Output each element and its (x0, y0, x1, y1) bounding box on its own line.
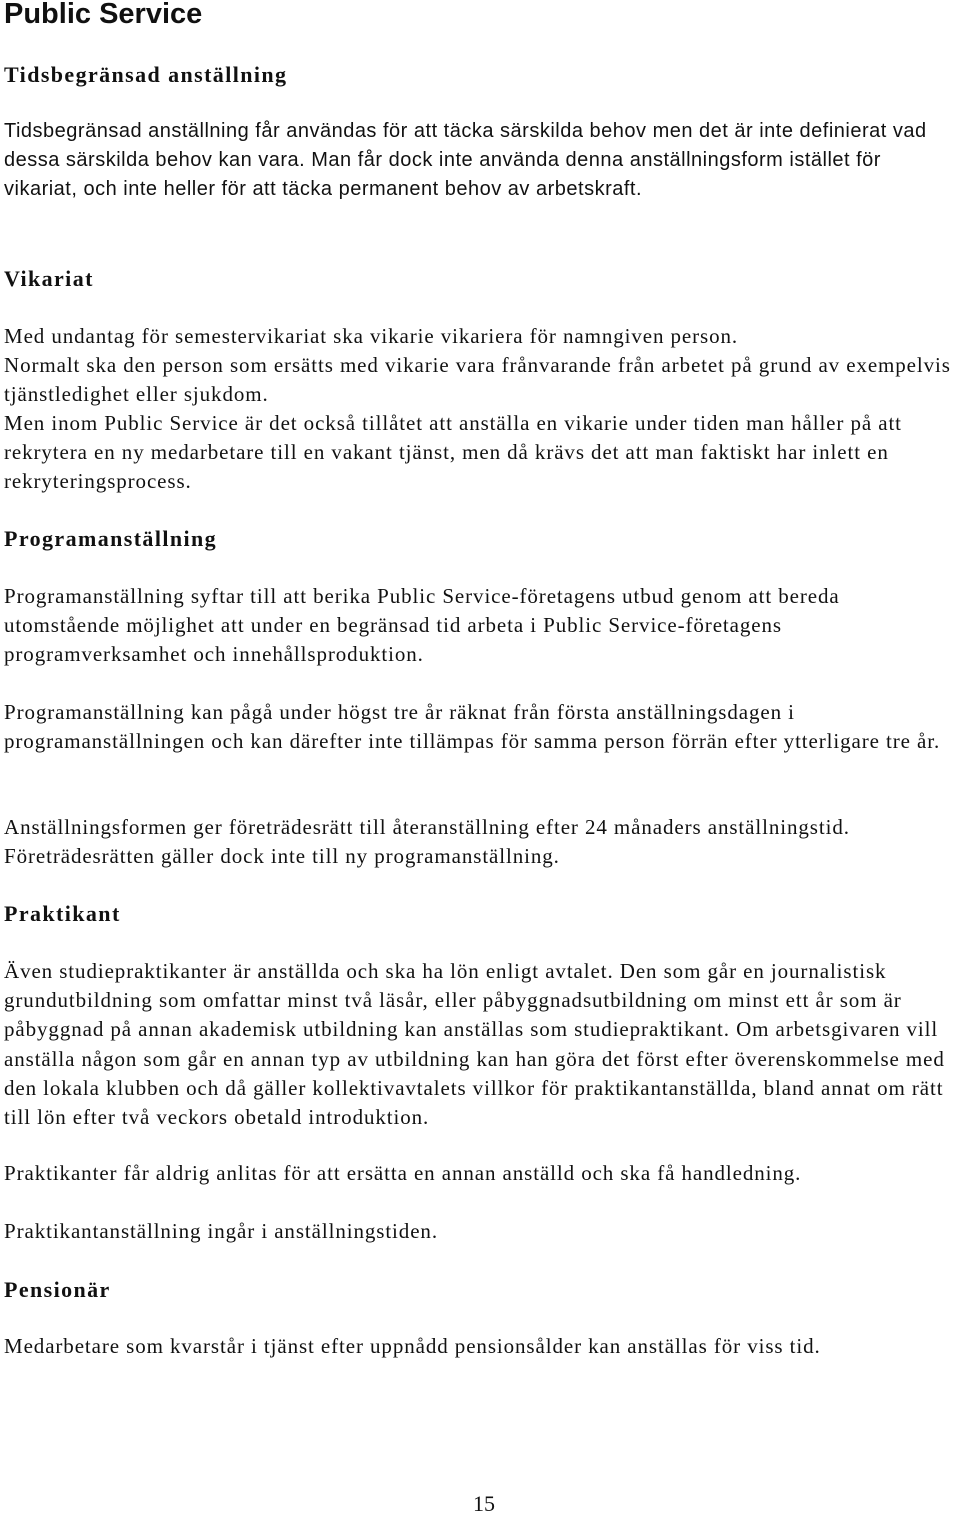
paragraph-programanstallning-3: Anställningsformen ger företrädesrätt till återanställning efter 24 månaders anställningstid. Företrädesrätten gäller dock inte till ny programanställning. (4, 815, 850, 869)
section-heading-vikariat: Vikariat (4, 266, 94, 291)
paragraph-praktikant-3: Praktikantanställning ingår i anställningstiden. (4, 1219, 438, 1243)
paragraph-vikariat-2: Normalt ska den person som ersätts med vikarie vara frånvarande från arbetet på grund av exempelvis tjänstledighet eller sjukdom. (4, 353, 951, 407)
page-title: Public Service (4, 0, 203, 30)
paragraph-vikariat-3: Men inom Public Service är det också tillåtet att anställa en vikarie under tiden man håller på att rekrytera en ny medarbetare till en vakant tjänst, men då krävs det att man faktiskt har inlett en rekryteringsprocess. (4, 411, 902, 494)
paragraph-programanstallning-1: Programanställning syftar till att berika Public Service-företagens utbud genom att bereda utomstående möjlighet att under en begränsad tid arbeta i Public Service-företagens programverksamhet och innehållsproduktion. (4, 584, 840, 667)
page-number: 15 (473, 1491, 495, 1516)
paragraph-programanstallning-2: Programanställning kan pågå under högst tre år räknat från första anställningsdagen i programanställningen och kan därefter inte tillämpas för samma person förrän efter ytterligare tre år. (4, 700, 941, 754)
paragraph-vikariat-1: Med undantag för semestervikariat ska vikarie vikariera för namngiven person. (4, 324, 739, 348)
paragraph-praktikant-2: Praktikanter får aldrig anlitas för att ersätta en annan anställd och ska få handledning. (4, 1161, 802, 1185)
paragraph-pensionar: Medarbetare som kvarstår i tjänst efter uppnådd pensionsålder kan anställas för viss tid. (4, 1334, 821, 1358)
section-heading-praktikant: Praktikant (4, 901, 121, 926)
section-heading-programanstallning: Programanställning (4, 526, 218, 551)
paragraph-tidsbegransad: Tidsbegränsad anställning får användas för att täcka särskilda behov men det är inte definierat vad dessa särskilda behov kan vara. Man får dock inte använda denna anställningsform istället för vikariat, och inte heller för att täcka permanent behov av arbetskraft. (4, 120, 927, 201)
paragraph-praktikant-1: Även studiepraktikanter är anställda och ska ha lön enligt avtalet. Den som går en journalistisk grundutbildning som omfattar minst två läsår, eller påbyggnadsutbildning om minst ett år som är påbyggnad på annan akademisk utbildning kan anställas som studiepraktikant. Om arbetsgivaren vill anställa någon som går en annan typ av utbildning kan han göra det först efter överenskommelse med den lokala klubben och då gäller kollektivavtalets villkor för praktikantanställda, bland annat om rätt till lön efter två veckors obetald introduktion. (4, 959, 945, 1130)
section-heading-tidsbegransad: Tidsbegränsad anställning (4, 62, 288, 87)
section-heading-pensionar: Pensionär (4, 1277, 111, 1302)
